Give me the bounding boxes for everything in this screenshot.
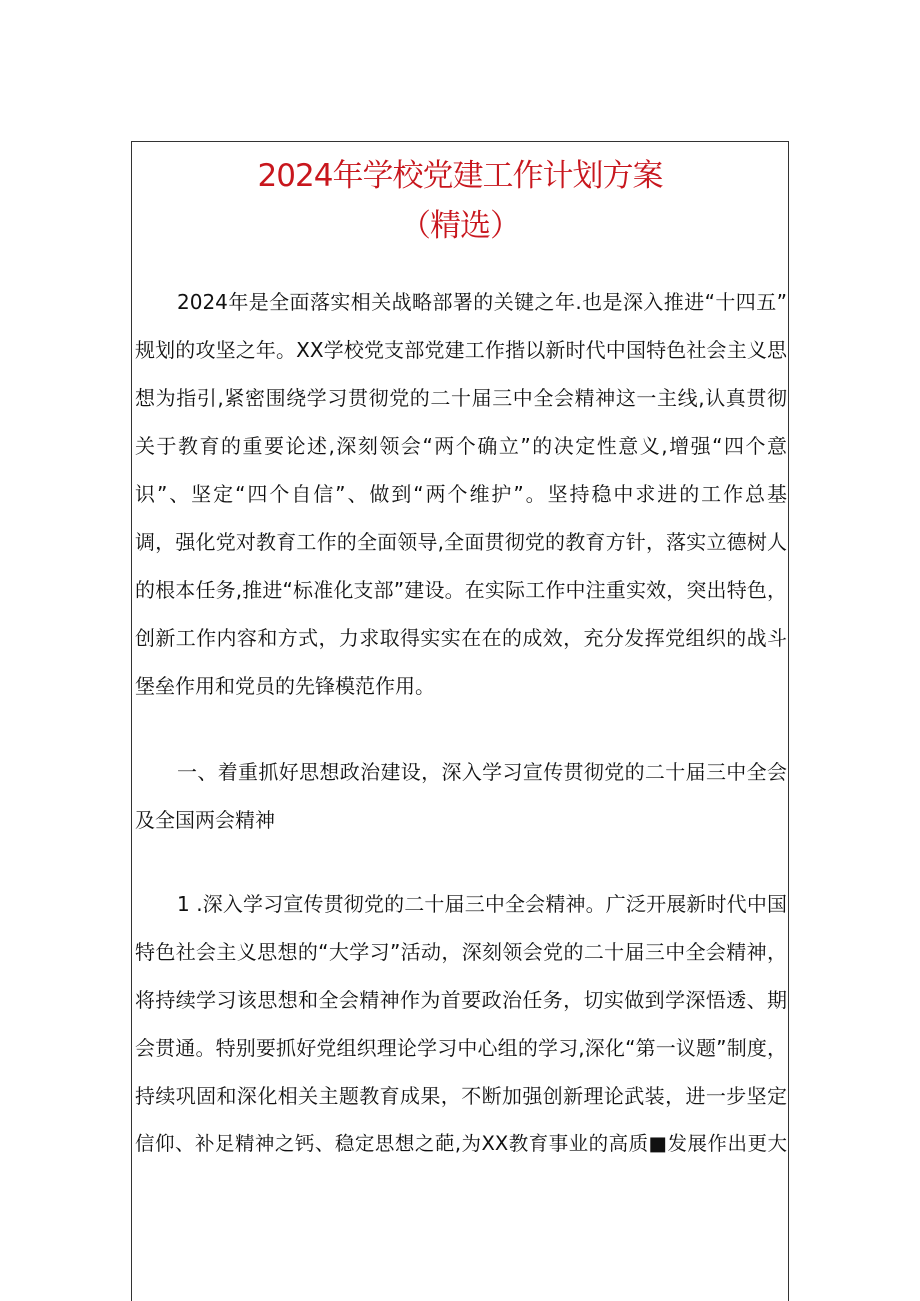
item-line: 会贯通。特别要抓好党组织理论学习中心组的学习,深化“第一议题”制度， (135, 1036, 787, 1060)
intro-line: 想为指引,紧密围绕学习贯彻党的二十届三中全会精神这一主线,认真贯彻 (135, 386, 787, 410)
item-line: 信仰、补足精神之钙、稳定思想之葩,为XX教育事业的高质■发展作出更大 (135, 1132, 787, 1155)
item-line: 持续巩固和深化相关主题教育成果，不断加强创新理论武装，进一步坚定 (135, 1084, 787, 1108)
document-title: 2024年学校党建工作计划方案 (257, 158, 663, 194)
intro-line: 的根本任务,推进“标准化支部”建设。在实际工作中注重实效，突出特色， (135, 578, 787, 602)
item-line: 将持续学习该思想和全会精神作为首要政治任务，切实做到学深悟透、期 (135, 988, 787, 1012)
intro-line: 调，强化党对教育工作的全面领导,全面贯彻党的教育方针，落实立德树人 (135, 530, 787, 554)
intro-line: 创新工作内容和方式，力求取得实实在在的成效，充分发挥党组织的战斗 (135, 626, 787, 650)
intro-line: 识”、坚定“四个自信”、做到“两个维护”。坚持稳中求进的工作总基 (135, 482, 787, 506)
intro-line: 2024年是全面落实相关战略部署的关键之年.也是深入推进“十四五” (177, 290, 787, 314)
intro-line: 规划的攻坚之年。XX学校党支部党建工作揩以新时代中国特色社会主义思 (135, 338, 787, 362)
intro-line: 堡垒作用和党员的先锋模范作用。 (135, 674, 435, 698)
document-subtitle: （精选） (400, 208, 520, 244)
item-line: 1 .深入学习宣传贯彻党的二十届三中全会精神。广泛开展新时代中国 (177, 892, 787, 916)
section-heading-line: 一、着重抓好思想政治建设，深入学习宣传贯彻党的二十届三中全会 (177, 760, 787, 784)
section-heading-line: 及全国两会精神 (135, 808, 275, 832)
intro-line: 关于教育的重要论述,深刻领会“两个确立”的决定性意义,增强“四个意 (135, 434, 787, 458)
item-line: 特色社会主义思想的“大学习”活动，深刻领会党的二十届三中全会精神， (135, 940, 787, 964)
